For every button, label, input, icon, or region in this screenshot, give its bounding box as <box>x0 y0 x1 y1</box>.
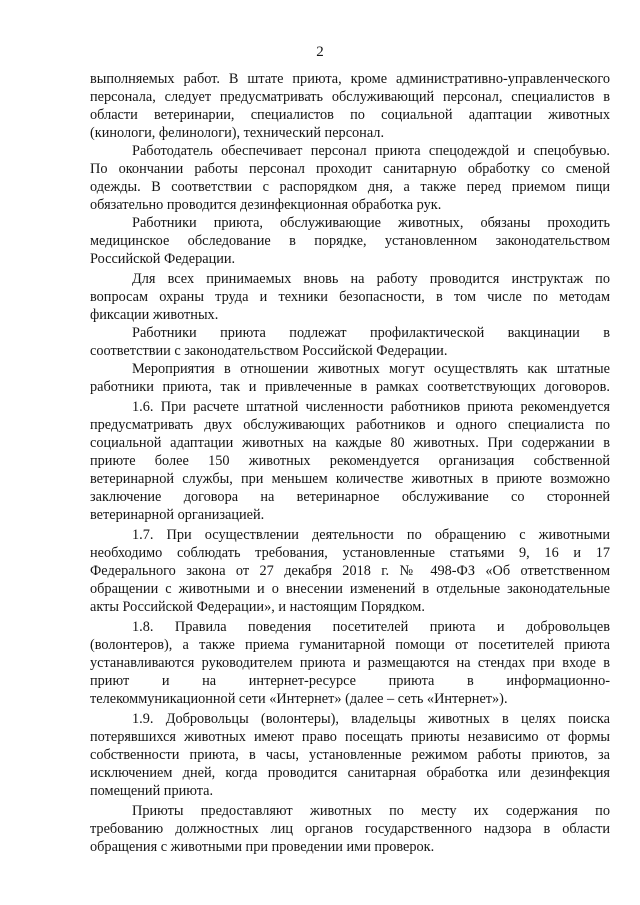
text-line: потерявшихся животных имеют право посещать приюты независимо от формы <box>90 729 610 745</box>
text-line: Федерального закона от 27 декабря 2018 г. № 498-ФЗ «Об ответственном <box>90 563 610 579</box>
text-line: одежды. В соответствии с распорядком дня, а также перед приемом пищи <box>90 179 610 195</box>
text-line: обязательно проводится дезинфекционная обработка рук. <box>90 197 442 213</box>
text-line: Мероприятия в отношении животных могут осуществлять как штатные <box>132 361 610 377</box>
text-line: 1.6. При расчете штатной численности работников приюта рекомендуется <box>132 399 610 415</box>
text-line: ветеринарной службы, при меньшем количестве животных в приюте возможно <box>90 471 610 487</box>
text-line: предусматривать двух обслуживающих работников и одного специалиста по <box>90 417 610 433</box>
text-line: обращении с животными и о внесении изменений в отдельные законодательные <box>90 581 610 597</box>
text-line: Работники приюта подлежат профилактической вакцинации в <box>132 325 610 341</box>
text-line: вопросам охраны труда и техники безопасности, в том числе по методам <box>90 289 610 305</box>
text-line: необходимо соблюдать требования, установленные статьями 9, 16 и 17 <box>90 545 610 561</box>
text-line: По окончании работы персонал проходит санитарную обработку со сменой <box>90 161 610 177</box>
text-line: устанавливаются руководителем приюта и размещаются на стендах при входе в <box>90 655 610 671</box>
text-line: Российской Федерации. <box>90 251 236 267</box>
text-line: медицинское обследование в порядке, установленном законодательством <box>90 233 610 249</box>
text-line: (кинологи, фелинологи), технический персонал. <box>90 125 385 141</box>
text-line: заключение договора на ветеринарное обслуживание со сторонней <box>90 489 610 505</box>
text-line: работники приюта, так и привлеченные в рамках соответствующих договоров. <box>90 379 610 395</box>
text-line: приют и на интернет-ресурсе приюта в информационно- <box>90 673 610 689</box>
text-line: соответствии с законодательством Российской Федерации. <box>90 343 448 359</box>
text-line: обращения с животными при проведении ими проверок. <box>90 839 435 855</box>
text-line: Приюты предоставляют животных по месту их содержания по <box>132 803 610 819</box>
text-line: исключением дней, когда проводится санитарная обработка или дезинфекция <box>90 765 610 781</box>
text-line: собственности приюта, в часы, установленные режимом работы приютов, за <box>90 747 610 763</box>
text-line: фиксации животных. <box>90 307 219 323</box>
page-number: 2 <box>316 44 324 60</box>
text-line: 1.7. При осуществлении деятельности по обращению с животными <box>132 527 610 543</box>
text-line: Работодатель обеспечивает персонал приюта спецодеждой и спецобувью. <box>132 143 610 159</box>
text-line: 1.8. Правила поведения посетителей приюта и добровольцев <box>132 619 610 635</box>
text-line: 1.9. Добровольцы (волонтеры), владельцы животных в целях поиска <box>132 711 610 727</box>
text-line: акты Российской Федерации», и настоящим Порядком. <box>90 599 425 615</box>
text-line: (волонтеров), а также приема гуманитарной помощи от посетителей приюта <box>90 637 610 653</box>
text-line: социальной адаптации животных на каждые 80 животных. При содержании в <box>90 435 610 451</box>
text-line: требованию должностных лиц органов государственного надзора в области <box>90 821 610 837</box>
text-line: Для всех принимаемых вновь на работу проводится инструктаж по <box>132 271 610 287</box>
text-line: области ветеринарии, специалистов по социальной адаптации животных <box>90 107 610 123</box>
text-line: ветеринарной организацией. <box>90 507 265 523</box>
text-line: телекоммуникационной сети «Интернет» (далее – сеть «Интернет»). <box>90 691 508 707</box>
text-line: персонала, следует предусматривать обслуживающий персонал, специалистов в <box>90 89 610 105</box>
text-line: приюте более 150 животных рекомендуется организация собственной <box>90 453 610 469</box>
text-line: Работники приюта, обслуживающие животных, обязаны проходить <box>132 215 610 231</box>
text-line: помещений приюта. <box>90 783 214 799</box>
text-line: выполняемых работ. В штате приюта, кроме административно-управленческого <box>90 71 610 87</box>
